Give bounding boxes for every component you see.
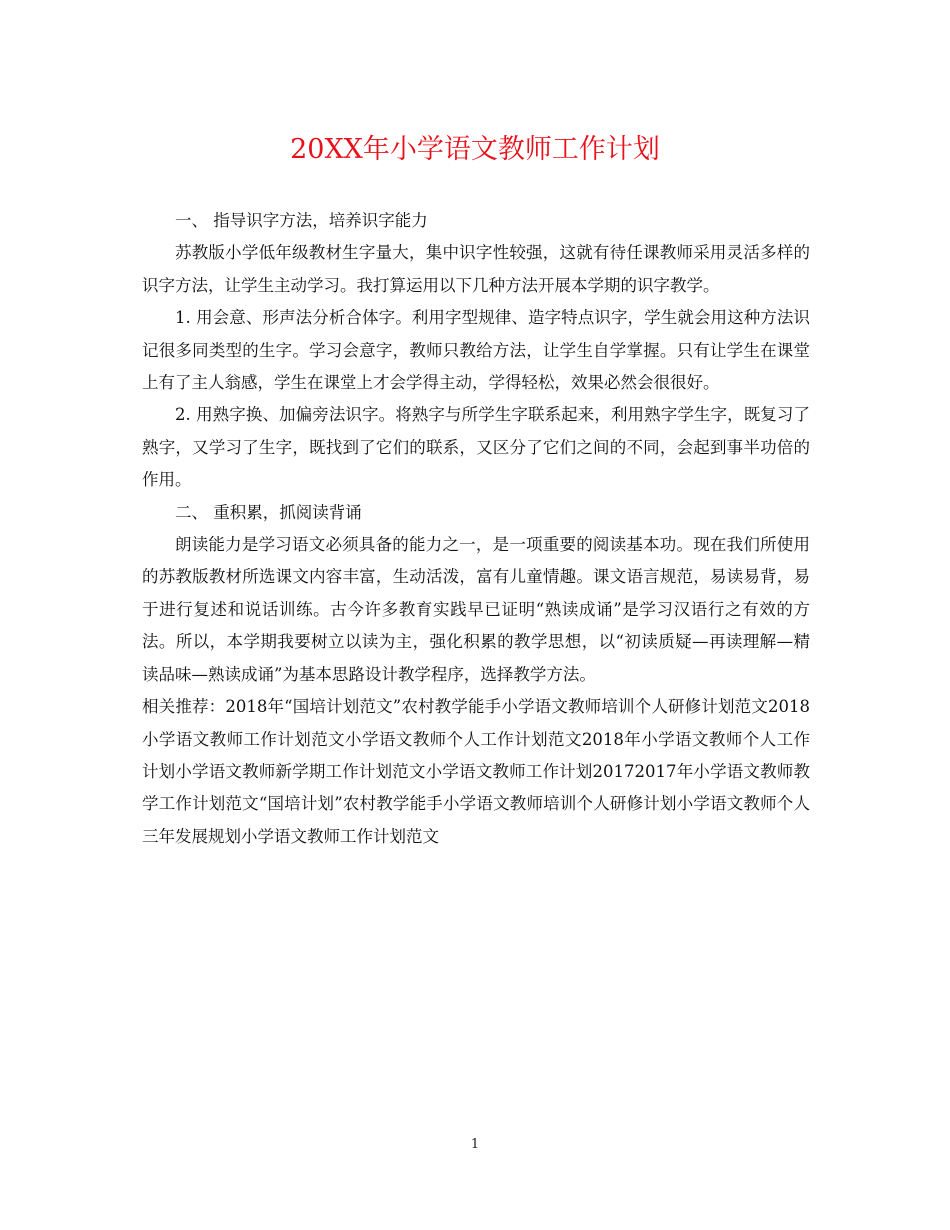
related-recommendations: 相关推荐：2018年“国培计划范文”农村教学能手小学语文教师培训个人研修计划范文2018小学语文教师工作计划范文小学语文教师个人工作计划范文2018年小学语文教师个人工作计划小学语文教师新学期工作计划范文小学语文教师工作计划20172017年小学语文教师教学工作计划范文“国培计划”农村教学能手小学语文教师培训个人研修计划小学语文教师个人三年发展规划小学语文教师工作计划范文 — [142, 697, 810, 846]
section-heading-1: 一、 指导识字方法，培养识字能力 — [175, 211, 428, 230]
paragraph-reading: 朗读能力是学习语文必须具备的能力之一，是一项重要的阅读基本功。现在我们所使用的苏教版教材所选课文内容丰富，生动活泼，富有儿童情趣。课文语言规范，易读易背，易于进行复述和说话训练。古今许多教育实践早已证明“熟读成诵”是学习汉语行之有效的方法。所以，本学期我要树立以读为主，强化积累的教学思想，以“初读质疑—再读理解—精读品味—熟读成诵”为基本思路设计教学程序，选择教学方法。 — [142, 535, 810, 684]
page-number: 1 — [470, 1137, 480, 1152]
document-title: 20XX年小学语文教师工作计划 — [290, 134, 660, 165]
section-heading-2: 二、 重积累，抓阅读背诵 — [175, 502, 362, 522]
document-body — [142, 205, 810, 853]
paragraph-method-1: 1. 用会意、形声法分析合体字。利用字型规律、造字特点识字，学生就会用这种方法识记很多同类型的生字。学习会意字，教师只教给方法，让学生自学掌握。只有让学生在课堂上有了主人翁感，学生在课堂上才会学得主动，学得轻松，效果必然会很很好。 — [142, 308, 810, 393]
paragraph-method-2: 2. 用熟字换、加偏旁法识字。将熟字与所学生字联系起来，利用熟字学生字，既复习了熟字，又学习了生字，既找到了它们的联系，又区分了它们之间的不同，会起到事半功倍的作用。 — [142, 405, 810, 490]
paragraph-intro: 苏教版小学低年级教材生字量大，集中识字性较强，这就有待任课教师采用灵活多样的识字方法，让学生主动学习。我打算运用以下几种方法开展本学期的识字教学。 — [142, 243, 810, 295]
